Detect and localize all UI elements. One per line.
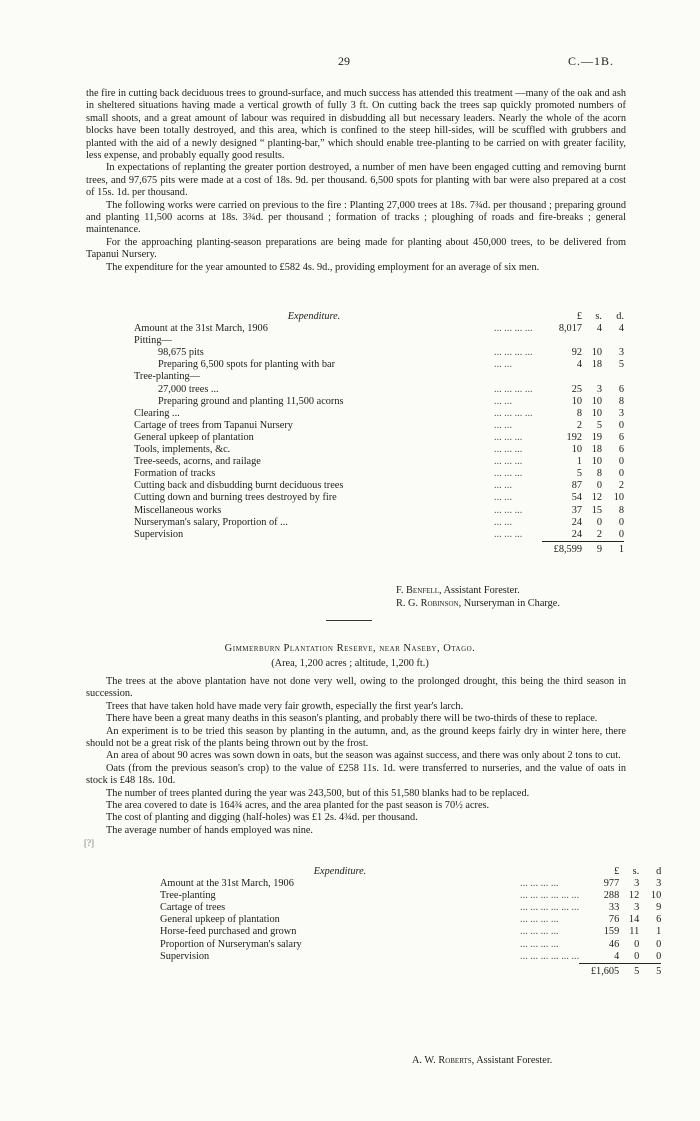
row-pounds: 87 (571, 480, 582, 492)
row-pounds: 8,017 (558, 323, 582, 335)
row-label: General upkeep of plantation (134, 431, 254, 443)
row-pounds: 46 (608, 938, 620, 950)
row-pence: 10 (650, 890, 662, 902)
row-pounds: 8 (576, 407, 582, 419)
row-label: Clearing ... (134, 407, 180, 419)
row-pounds: 1 (576, 456, 582, 468)
table-row (134, 384, 624, 396)
row-leader-dots: ... ... ... ... (494, 323, 533, 335)
row-pence: 3 (618, 407, 624, 419)
table-row (160, 926, 661, 938)
table-row (160, 914, 661, 926)
paragraph: Oats (from the previous season's crop) to the value of £258 11s. 1d. were transferred to nurseries, and the value of oats in stock is £48 18s. 10d. (86, 762, 626, 787)
row-shillings: 0 (596, 516, 602, 528)
table-row (134, 505, 624, 517)
expenditure-table-2 (160, 866, 661, 978)
row-pounds: 977 (603, 878, 620, 890)
expenditure-table-1 (134, 311, 624, 556)
row-pounds: 25 (571, 383, 582, 395)
row-leader-dots: ... ... ... (494, 504, 523, 516)
paragraph: The following works were carried on previous to the fire : Planting 27,000 trees at 18s. 7¾d. per thousand ; preparing ground and planting 11,500 acorns at 18s. 3¾d. per thousand ; formation of tracks ; ploughing of roads and fire-breaks ; general maintenance. (86, 199, 626, 236)
row-pounds: 10 (571, 444, 582, 456)
row-pence: 0 (618, 419, 624, 431)
table-row (160, 878, 661, 890)
row-pence: 0 (618, 528, 624, 540)
row-label: Cutting back and disbudding burnt deciduous trees (134, 480, 344, 492)
paragraph: The trees at the above plantation have not done very well, owing to the prolonged drought, this being the third season in succession. (86, 676, 626, 700)
table-row (134, 359, 624, 371)
page-header (0, 54, 700, 70)
paragraph: The average number of hands employed was nine. (106, 824, 314, 836)
row-shillings: 8 (596, 468, 602, 480)
row-label: Supervision (160, 951, 210, 963)
signature-line: F. Benfell, Assistant Forester. (396, 585, 520, 596)
table-row (134, 517, 624, 529)
table-row (134, 468, 624, 480)
row-pounds: 159 (603, 926, 620, 938)
intro-text (86, 88, 626, 274)
row-pence: 0 (656, 950, 662, 962)
row-label: Miscellaneous works (134, 504, 222, 516)
row-pounds (542, 335, 582, 347)
row-leader-dots: ... ... ... ... (494, 383, 533, 395)
row-label: Pitting— (134, 335, 172, 347)
signature-block-2 (412, 1054, 552, 1067)
row-pence: 6 (618, 383, 624, 395)
table-row (160, 902, 661, 914)
row-label: Cutting down and burning trees destroyed by fire (134, 492, 337, 504)
row-pounds: 4 (576, 359, 582, 371)
row-shillings: 18 (591, 444, 602, 456)
row-label: Tree-planting— (134, 371, 200, 383)
row-pence (602, 371, 624, 383)
row-label: Tree-planting (160, 890, 216, 902)
paragraph: Trees that have taken hold have made very fair growth, especially the first year's larch. (106, 700, 464, 712)
row-shillings: 10 (591, 347, 602, 359)
col-head-shillings: s. (595, 311, 602, 322)
row-leader-dots: ... ... ... ... (520, 926, 559, 938)
row-pounds: 10 (571, 395, 582, 407)
table-heading: Expenditure. (287, 311, 341, 322)
signature-line: R. G. Robinson, Nurseryman in Charge. (396, 598, 560, 609)
row-shillings: 3 (596, 383, 602, 395)
row-pounds: 33 (608, 902, 620, 914)
table-row (134, 432, 624, 444)
table-row (134, 456, 624, 468)
table-row (134, 335, 624, 347)
row-pounds: 76 (608, 914, 620, 926)
row-leader-dots: ... ... (494, 516, 513, 528)
row-leader-dots: ... ... ... ... ... ... (520, 890, 580, 902)
table-row (160, 939, 661, 951)
row-label: Amount at the 31st March, 1906 (134, 323, 268, 335)
row-shillings (582, 371, 602, 383)
row-pence (602, 335, 624, 347)
row-pence: 3 (656, 878, 662, 890)
signature-line: A. W. Roberts, Assistant Forester. (412, 1055, 553, 1066)
row-leader-dots: ... ... ... (494, 456, 523, 468)
table-row (134, 492, 624, 504)
row-pence: 0 (618, 468, 624, 480)
row-pounds: 5 (576, 468, 582, 480)
row-shillings: 2 (596, 528, 602, 540)
section-divider (326, 620, 372, 621)
table-heading: Expenditure. (313, 866, 367, 877)
table-header-row (134, 311, 624, 323)
row-label: Supervision (134, 529, 184, 541)
paragraph: An area of about 90 acres was sown down in oats, but the season was against success, and there was only about 2 tons to cut. (106, 750, 621, 762)
row-pence: 3 (618, 347, 624, 359)
row-label: 27,000 trees ... (158, 383, 219, 395)
row-label: Cartage of trees (160, 902, 226, 914)
row-pence: 4 (618, 323, 624, 335)
row-label: Tools, implements, &c. (134, 444, 231, 456)
page-number: 29 (338, 54, 350, 68)
table-row (134, 408, 624, 420)
table-row (134, 420, 624, 432)
row-shillings: 12 (591, 492, 602, 504)
row-pounds: 24 (571, 516, 582, 528)
row-shillings: 18 (591, 359, 602, 371)
table-row (134, 529, 624, 542)
row-pence: 9 (656, 902, 662, 914)
row-label: Preparing 6,500 spots for planting with bar (158, 359, 336, 371)
row-leader-dots: ... ... ... (494, 468, 523, 480)
table-row (134, 323, 624, 335)
row-pence: 6 (618, 431, 624, 443)
paragraph: the fire in cutting back deciduous trees to ground-surface, and much success has attended this treatment —many of the oak and ash in sheltered situations having made a vertical growth of fully 3 ft. On cutting back the trees sap quickly promoted numbers of small shoots, and a great amount of labour was required in disbudding all but necessary leaders. Nearly the whole of the acorn blocks have been totally destroyed, and this area, which is confined to the steep hill-sides, will be scuffled with grubbers and planted with the aid of a newly designed “ planting-bar,” which should enable tree-planting to be carried on with greater facility, less expense, and probably equally good results. (86, 88, 626, 162)
paragraph: The expenditure for the year amounted to £582 4s. 9d., providing employment for an average of six men. (106, 261, 540, 273)
total-pounds: £8,599 (542, 541, 582, 556)
document-reference: C.—1B. (568, 54, 615, 68)
row-shillings: 0 (634, 938, 640, 950)
row-leader-dots (494, 371, 542, 383)
row-pence: 8 (618, 504, 624, 516)
section-text (86, 676, 626, 837)
table-row (134, 444, 624, 456)
table-row (160, 951, 661, 964)
col-head-pounds: £ (576, 311, 582, 322)
row-pounds: 4 (614, 950, 620, 962)
row-pence: 2 (618, 480, 624, 492)
row-shillings: 10 (591, 395, 602, 407)
section-title: Gimmerburn Plantation Reserve, near Naseby, Otago. (224, 643, 476, 654)
row-shillings (582, 335, 602, 347)
paragraph: An experiment is to be tried this season by planting in the autumn, and, as the ground keeps fairly dry in winter here, there should not be a great risk of the plants being thrown out by the frost. (86, 725, 626, 750)
row-pounds: 24 (571, 528, 582, 540)
total-pounds: £1,605 (579, 963, 619, 978)
row-pence: 6 (618, 444, 624, 456)
row-leader-dots: ... ... ... (494, 431, 523, 443)
row-pounds: 54 (571, 492, 582, 504)
row-leader-dots: ... ... ... (494, 444, 523, 456)
paragraph: In expectations of replanting the greater portion destroyed, a number of men have been engaged cutting and removing burnt trees, and 97,675 pits were made at a cost of 18s. 9d. per thousand. 6,500 spots for planting with bar were also prepared at a cost of 15s. 1d. per thousand. (86, 162, 626, 199)
row-pounds: 37 (571, 504, 582, 516)
total-row (160, 963, 661, 978)
total-pence: 5 (639, 963, 661, 978)
row-label: Cartage of trees from Tapanui Nursery (134, 419, 293, 431)
total-pence: 1 (602, 541, 624, 556)
row-shillings: 15 (591, 504, 602, 516)
paragraph: The area covered to date is 164¾ acres, and the area planted for the past season is 70½ acres. (106, 800, 490, 812)
row-shillings: 3 (634, 878, 640, 890)
row-leader-dots: ... ... ... (494, 529, 523, 541)
row-pence: 10 (613, 492, 624, 504)
total-shillings: 9 (582, 541, 602, 556)
row-pence: 0 (618, 516, 624, 528)
signature-block-1 (396, 584, 560, 610)
row-leader-dots: ... ... ... ... ... ... (520, 951, 580, 963)
table-header-row (160, 866, 661, 878)
row-shillings: 0 (634, 950, 640, 962)
row-shillings: 0 (596, 480, 602, 492)
row-shillings: 3 (634, 902, 640, 914)
table-row (134, 396, 624, 408)
row-leader-dots: ... ... (494, 480, 513, 492)
col-head-shillings: s. (632, 866, 640, 877)
col-head-pounds: £ (614, 866, 620, 877)
paragraph: The cost of planting and digging (half-holes) was £1 2s. 4¾d. per thousand. (106, 812, 418, 824)
row-shillings: 10 (591, 407, 602, 419)
row-leader-dots: ... ... ... ... (520, 878, 559, 890)
row-pence: 8 (618, 395, 624, 407)
row-pounds: 2 (576, 419, 582, 431)
col-head-pence: d (656, 866, 662, 877)
section-subtitle: (Area, 1,200 acres ; altitude, 1,200 ft.) (271, 658, 429, 669)
row-pence: 1 (656, 926, 662, 938)
row-label: Tree-seeds, acorns, and railage (134, 456, 261, 468)
row-label: General upkeep of plantation (160, 914, 280, 926)
table-row (134, 371, 624, 383)
row-shillings: 4 (596, 323, 602, 335)
row-shillings: 11 (629, 926, 640, 938)
total-row (134, 541, 624, 556)
row-label: Preparing ground and planting 11,500 acorns (158, 395, 344, 407)
row-label: Formation of tracks (134, 468, 216, 480)
row-pounds: 192 (566, 431, 582, 443)
row-pence: 6 (656, 914, 662, 926)
row-pounds: 92 (571, 347, 582, 359)
row-leader-dots: ... ... (494, 359, 513, 371)
table-row (160, 890, 661, 902)
row-shillings: 14 (628, 914, 640, 926)
row-pounds: 288 (603, 890, 620, 902)
row-label: 98,675 pits (158, 347, 204, 359)
row-shillings: 19 (591, 431, 602, 443)
paragraph: The number of trees planted during the year was 243,500, but of this 51,580 blanks had to be replaced. (106, 787, 530, 799)
row-shillings: 5 (596, 419, 602, 431)
paragraph: For the approaching planting-season preparations are being made for planting about 450,000 trees, to be delivered from Tapanui Nursery. (86, 236, 626, 261)
row-shillings: 10 (591, 456, 602, 468)
row-pence: 5 (618, 359, 624, 371)
row-leader-dots: ... ... ... ... ... ... (520, 902, 580, 914)
col-head-pence: d. (616, 311, 624, 322)
margin-mark: [?] (84, 838, 94, 848)
row-label: Amount at the 31st March, 1906 (160, 878, 294, 890)
row-leader-dots: ... ... ... ... (494, 407, 533, 419)
row-label: Nurseryman's salary, Proportion of ... (134, 516, 288, 528)
row-pence: 0 (656, 938, 662, 950)
row-shillings: 12 (628, 890, 640, 902)
row-leader-dots: ... ... ... ... (520, 938, 559, 950)
paragraph: There have been a great many deaths in this season's planting, and probably there will be two-thirds of these to replace. (106, 713, 598, 725)
row-label: Horse-feed purchased and grown (160, 926, 297, 938)
table-row (134, 347, 624, 359)
row-pounds (542, 371, 582, 383)
row-leader-dots: ... ... (494, 492, 513, 504)
row-leader-dots: ... ... ... ... (520, 914, 559, 926)
row-leader-dots (494, 335, 542, 347)
row-pence: 0 (618, 456, 624, 468)
row-leader-dots: ... ... ... ... (494, 347, 533, 359)
row-label: Proportion of Nurseryman's salary (160, 938, 302, 950)
table-row (134, 480, 624, 492)
row-leader-dots: ... ... (494, 419, 513, 431)
total-shillings: 5 (619, 963, 639, 978)
row-leader-dots: ... ... (494, 395, 513, 407)
